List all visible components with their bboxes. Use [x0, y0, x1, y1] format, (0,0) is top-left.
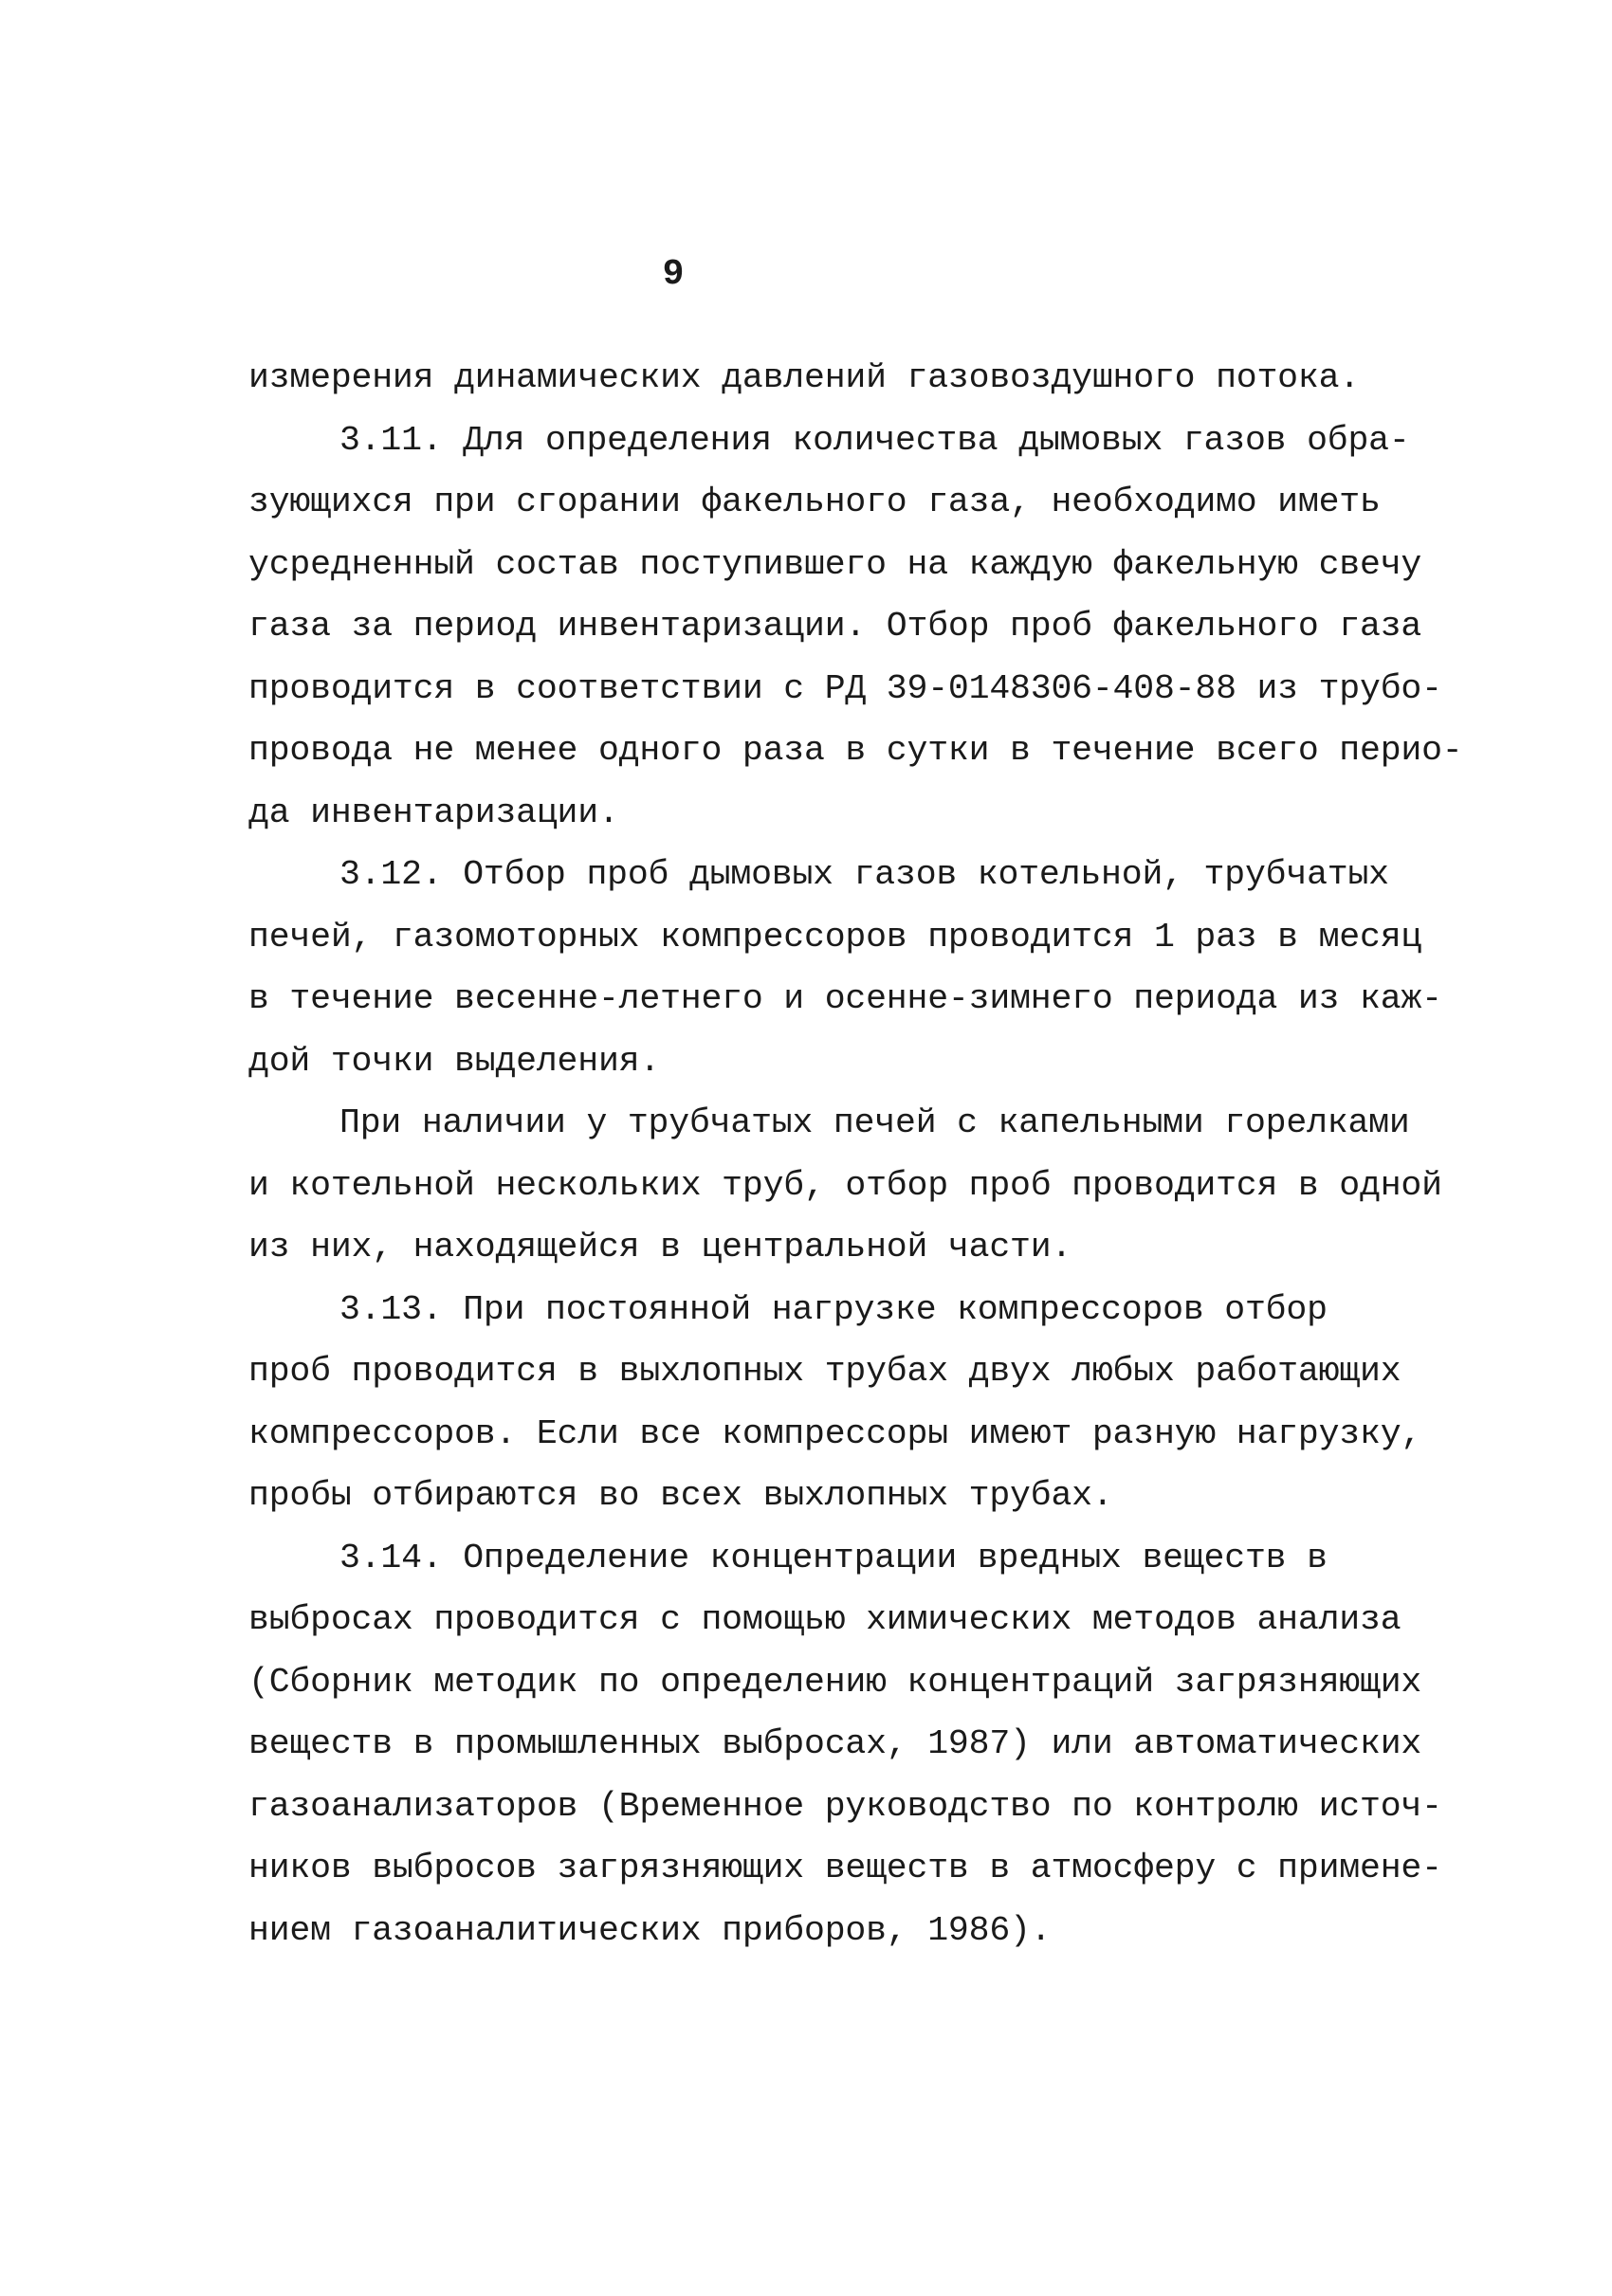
text-line: в течение весенне-летнего и осенне-зимнего периода из каж-: [248, 979, 1442, 1018]
text-line: усредненный состав поступившего на каждую факельную свечу: [248, 544, 1422, 584]
body-text: [248, 347, 1463, 1961]
text-line: да инвентаризации.: [248, 793, 619, 832]
text-line: веществ в промышленных выбросах, 1987) или автоматических: [248, 1724, 1422, 1763]
text-line: дой точки выделения.: [248, 1041, 661, 1081]
text-line: проводится в соответствии с РД 39-0148306-408-88 из трубо-: [248, 668, 1442, 708]
text-line: проб проводится в выхлопных трубах двух любых работающих: [248, 1352, 1401, 1391]
text-line: и котельной нескольких труб, отбор проб проводится в одной: [248, 1165, 1442, 1205]
text-line: зующихся при сгорании факельного газа, необходимо иметь: [248, 483, 1381, 521]
text-line: выбросах проводится с помощью химических методов анализа: [248, 1600, 1401, 1639]
text-line: (Сборник методик по определению концентраций загрязняющих: [248, 1662, 1422, 1702]
text-line: провода не менее одного раза в сутки в течение всего перио-: [248, 731, 1463, 770]
text-line: газоанализаторов (Временное руководство по контролю источ-: [248, 1786, 1442, 1826]
text-line: 3.12. Отбор проб дымовых газов котельной, трубчатых: [339, 855, 1389, 894]
text-line: печей, газомоторных компрессоров проводится 1 раз в месяц: [248, 917, 1422, 957]
text-line: При наличии у трубчатых печей с капельными горелками: [339, 1103, 1410, 1142]
text-line: компрессоров. Если все компрессоры имеют разную нагрузку,: [248, 1413, 1422, 1453]
text-line: газа за период инвентаризации. Отбор проб факельного газа: [248, 607, 1422, 646]
text-line: нием газоаналитических приборов, 1986).: [248, 1910, 1052, 1950]
page-number: 9: [662, 254, 685, 295]
text-line: 3.11. Для определения количества дымовых газов обра-: [339, 420, 1410, 460]
text-line: пробы отбираются во всех выхлопных трубах.: [248, 1476, 1113, 1515]
text-line: 3.13. При постоянной нагрузке компрессоров отбор: [339, 1289, 1328, 1329]
text-line: 3.14. Определение концентрации вредных веществ в: [339, 1538, 1328, 1577]
text-line: из них, находящейся в центральной части.: [248, 1228, 1072, 1266]
text-line: ников выбросов загрязняющих веществ в атмосферу с примене-: [248, 1849, 1442, 1887]
text-line: измерения динамических давлений газовоздушного потока.: [248, 358, 1360, 397]
